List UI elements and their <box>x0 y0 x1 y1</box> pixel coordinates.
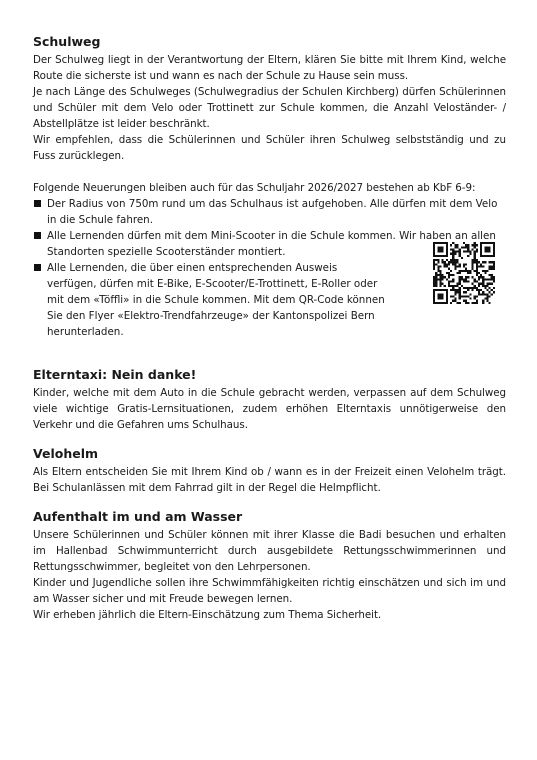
list-item: Alle Lernenden, die über einen entsprechenden Ausweis verfügen, dürfen mit E-Bike, E-Scooter/E-Trottinett, E-Roller oder mit dem «Töffli» in die Schule kommen. Mit dem QR-Code können Sie den Flyer «Elektro-Trendfahrzeuge» der Kantonspolizei Bern herunterladen. <box>33 260 387 340</box>
section-title-wasser: Aufenthalt im und am Wasser <box>33 509 243 524</box>
section-title-schulweg: Schulweg <box>33 34 101 49</box>
schulweg-paragraph-2: Je nach Länge des Schulweges (Schulwegradius der Schulen Kirchberg) dürfen Schülerinnen und Schüler mit dem Velo oder Trottinett zur Schule kommen, die Anzahl Veloständer- / Abstellplätze ist leider beschränkt. <box>33 86 506 130</box>
section-title-elterntaxi: Elterntaxi: Nein danke! <box>33 367 197 382</box>
velohelm-paragraph: Als Eltern entscheiden Sie mit Ihrem Kind ob / wann es in der Freizeit einen Velohelm trägt. Bei Schulanlässen mit dem Fahrrad gilt in der Regel die Helmpflicht. <box>33 466 506 494</box>
qr-code-icon[interactable] <box>433 242 495 304</box>
list-item: Der Radius von 750m rund um das Schulhaus ist aufgehoben. Alle dürfen mit dem Velo in die Schule fahren. <box>33 196 506 228</box>
section-title-velohelm: Velohelm <box>33 446 99 461</box>
wasser-paragraph-3: Wir erheben jährlich die Eltern-Einschätzung zum Thema Sicherheit. <box>33 609 382 621</box>
wasser-paragraph-1: Unsere Schülerinnen und Schüler können mit ihrer Klasse die Badi besuchen und erhalten im Hallenbad Schwimmunterricht durch ausgebildete Rettungsschwimmerinnen und Rettungsschwimmer, begleitet von den Lehrpersonen. <box>33 529 506 573</box>
document-page <box>33 33 506 623</box>
wasser-paragraph-2: Kinder und Jugendliche sollen ihre Schwimmfähigkeiten richtig einschätzen und sich im und am Wasser sicher und mit Freude bewegen lernen. <box>33 577 506 605</box>
neuerungen-intro: Folgende Neuerungen bleiben auch für das Schuljahr 2026/2027 bestehen ab KbF 6-9: <box>33 182 476 194</box>
bullet-square-icon <box>34 200 41 207</box>
schulweg-paragraph-3: Wir empfehlen, dass die Schülerinnen und Schüler ihren Schulweg selbstständig und zu Fuss zurücklegen. <box>33 134 506 162</box>
bullet-square-icon <box>34 264 41 271</box>
schulweg-paragraph-1: Der Schulweg liegt in der Verantwortung der Eltern, klären Sie bitte mit Ihrem Kind, welche Route die sicherste ist und wann es nach der Schule zu Hause sein muss. <box>33 54 506 82</box>
bullet-square-icon <box>34 232 41 239</box>
list-item: Alle Lernenden dürfen mit dem Mini-Scooter in die Schule kommen. Wir haben an allen Standorten spezielle Scooterständer montiert. <box>33 228 506 260</box>
elterntaxi-paragraph: Kinder, welche mit dem Auto in die Schule gebracht werden, verpassen auf dem Schulweg viele wichtige Gratis-Lernsituationen, zudem erhöhen Elterntaxis unnötigerweise den Verkehr und die Gefahren ums Schulhaus. <box>33 387 506 431</box>
